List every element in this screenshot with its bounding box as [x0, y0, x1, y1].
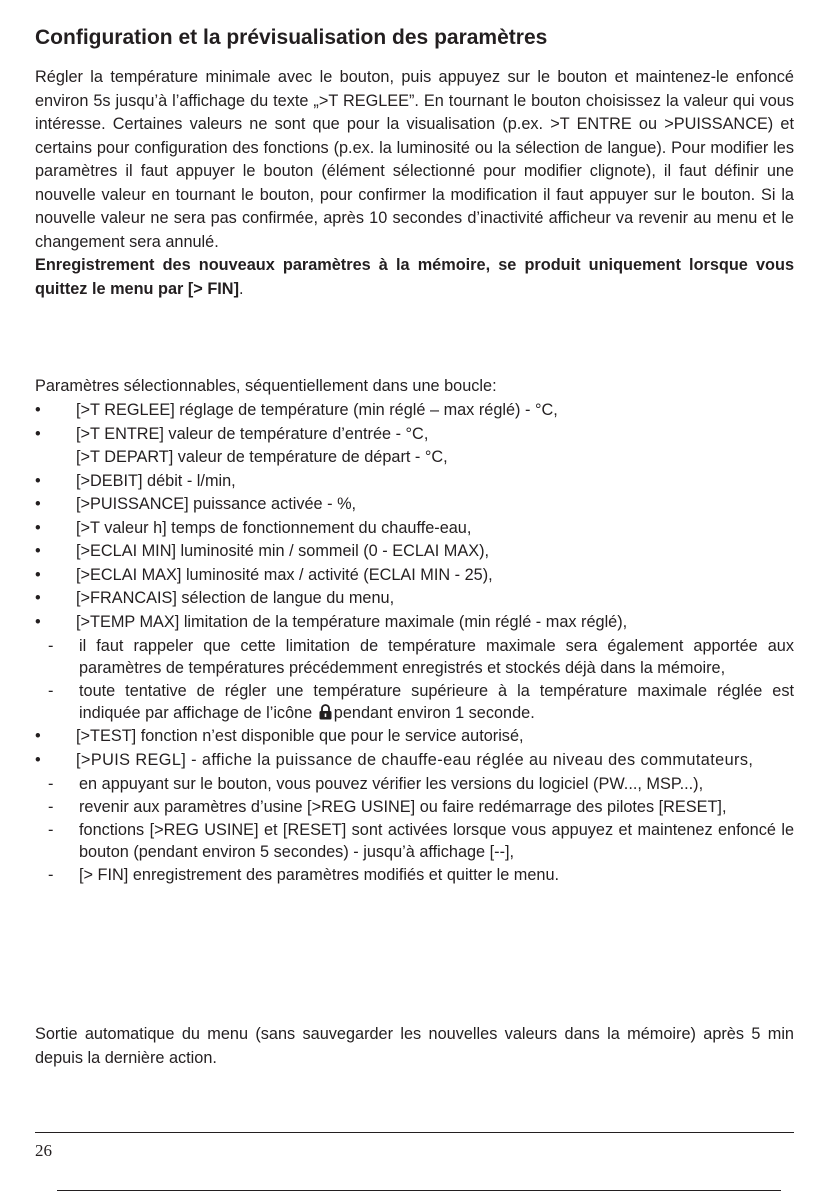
list-item: • [>TEMP MAX] limitation de la température maximale (min réglé - max réglé),: [35, 611, 794, 635]
bullet: •: [35, 612, 41, 631]
bullet: •: [35, 542, 41, 560]
page-number: 26: [35, 1141, 52, 1160]
sub-list-item: - en appuyant sur le bouton, vous pouvez vérifier les versions du logiciel (PW..., MSP...),: [48, 775, 704, 793]
bullet: •: [35, 471, 41, 490]
bullet: •: [35, 495, 41, 513]
lock-icon: [319, 704, 332, 720]
bullet: •: [35, 518, 41, 537]
sub-list-item: - fonctions [>REG USINE] et [RESET] sont activées lorsque vous appuyez et maintenez enfoncé le bouton (pendant environ 5 secondes) - jusqu’à affichage [--],: [48, 821, 794, 861]
outro-paragraph: Sortie automatique du menu (sans sauvegarder les nouvelles valeurs dans la mémoire) après 5 min depuis la dernière action.: [35, 1025, 794, 1067]
bullet: •: [35, 565, 41, 584]
footer-divider: [35, 1132, 794, 1133]
bullet: •: [35, 424, 41, 443]
dash: -: [48, 866, 54, 884]
params-lead: Paramètres sélectionnables, séquentiellement dans une boucle:: [35, 377, 497, 395]
list-item: • [>ECLAI MAX] luminosité max / activité (ECLAI MIN - 25),: [35, 564, 794, 588]
sub-list-item: - [> FIN] enregistrement des paramètres modifiés et quitter le menu.: [48, 866, 560, 884]
list-item: • [>T REGLEE] réglage de température (min réglé – max réglé) - °C,: [35, 399, 794, 423]
dash: -: [48, 637, 54, 655]
list-item: • [>T valeur h] temps de fonctionnement du chauffe-eau,: [35, 517, 794, 541]
dash: -: [48, 798, 54, 816]
intro-text: Régler la température minimale avec le bouton, puis appuyez sur le bouton et maintenez-le enfoncé environ 5s jusqu’à l’affichage du texte „>T REGLEE”. En tournant le bouton choisissez la valeur qui vous intéresse. Certaines valeurs ne sont que pour la visualisation (p.ex. >T ENTRE ou >PUISSANCE) et certains pour configuration des fonctions (p.ex. la luminosité ou la sélection de langue). Pour modifier les paramètres il faut appuyer le bouton (élément sélectionné pour modifier clignote), il faut définir une nouvelle valeur en tournant le bouton, pour confirmer la modification il faut appuyer sur le bouton. Si la nouvelle valeur ne sera pas confirmée, après 10 secondes d’inactivité afficheur va revenir au menu et le changement sera annulé.: [35, 68, 794, 251]
dash: -: [48, 775, 54, 793]
list-item: • [>PUISSANCE] puissance activée - %,: [35, 493, 794, 517]
list-item: • [>ECLAI MIN] luminosité min / sommeil (0 - ECLAI MAX),: [35, 540, 794, 564]
list-item-continuation: [>T DEPART] valeur de température de départ - °C,: [76, 448, 448, 466]
bullet: •: [35, 589, 41, 607]
sub-list-item: - toute tentative de régler une température supérieure à la température maximale réglée est indiquée par affichage de l’icône pendant environ 1 seconde.: [48, 682, 794, 722]
sub-list-item: - revenir aux paramètres d’usine [>REG USINE] ou faire redémarrage des pilotes [RESET],: [48, 798, 727, 816]
bullet: •: [35, 727, 41, 745]
sub-list-item: - il faut rappeler que cette limitation de température maximale sera également apportée aux paramètres de températures précédemment enregistrés et stockés déjà dans la mémoire,: [48, 637, 794, 677]
dash: -: [48, 682, 54, 700]
list-item: • [>PUIS REGL] - affiche la puissance de chauffe-eau réglée au niveau des commutateurs,: [35, 749, 794, 773]
bullet: •: [35, 750, 42, 769]
list-item: • [>DEBIT] débit - l/min,: [35, 470, 794, 494]
dash: -: [48, 821, 54, 839]
intro-bold-note: Enregistrement des nouveaux paramètres à la mémoire, se produit uniquement lorsque vous quittez le menu par [> FIN]: [35, 256, 794, 298]
list-item: • [>FRANCAIS] sélection de langue du menu,: [35, 587, 794, 611]
list-item: • [>T ENTRE] valeur de température d’entrée - °C,: [35, 423, 794, 447]
bullet: •: [35, 401, 41, 419]
intro-bold-end: .: [239, 279, 244, 298]
list-item: • [>TEST] fonction n’est disponible que pour le service autorisé,: [35, 725, 794, 749]
page-title: Configuration et la prévisualisation des paramètres: [35, 26, 548, 49]
params-list: [35, 399, 794, 887]
intro-paragraph: [35, 66, 794, 301]
